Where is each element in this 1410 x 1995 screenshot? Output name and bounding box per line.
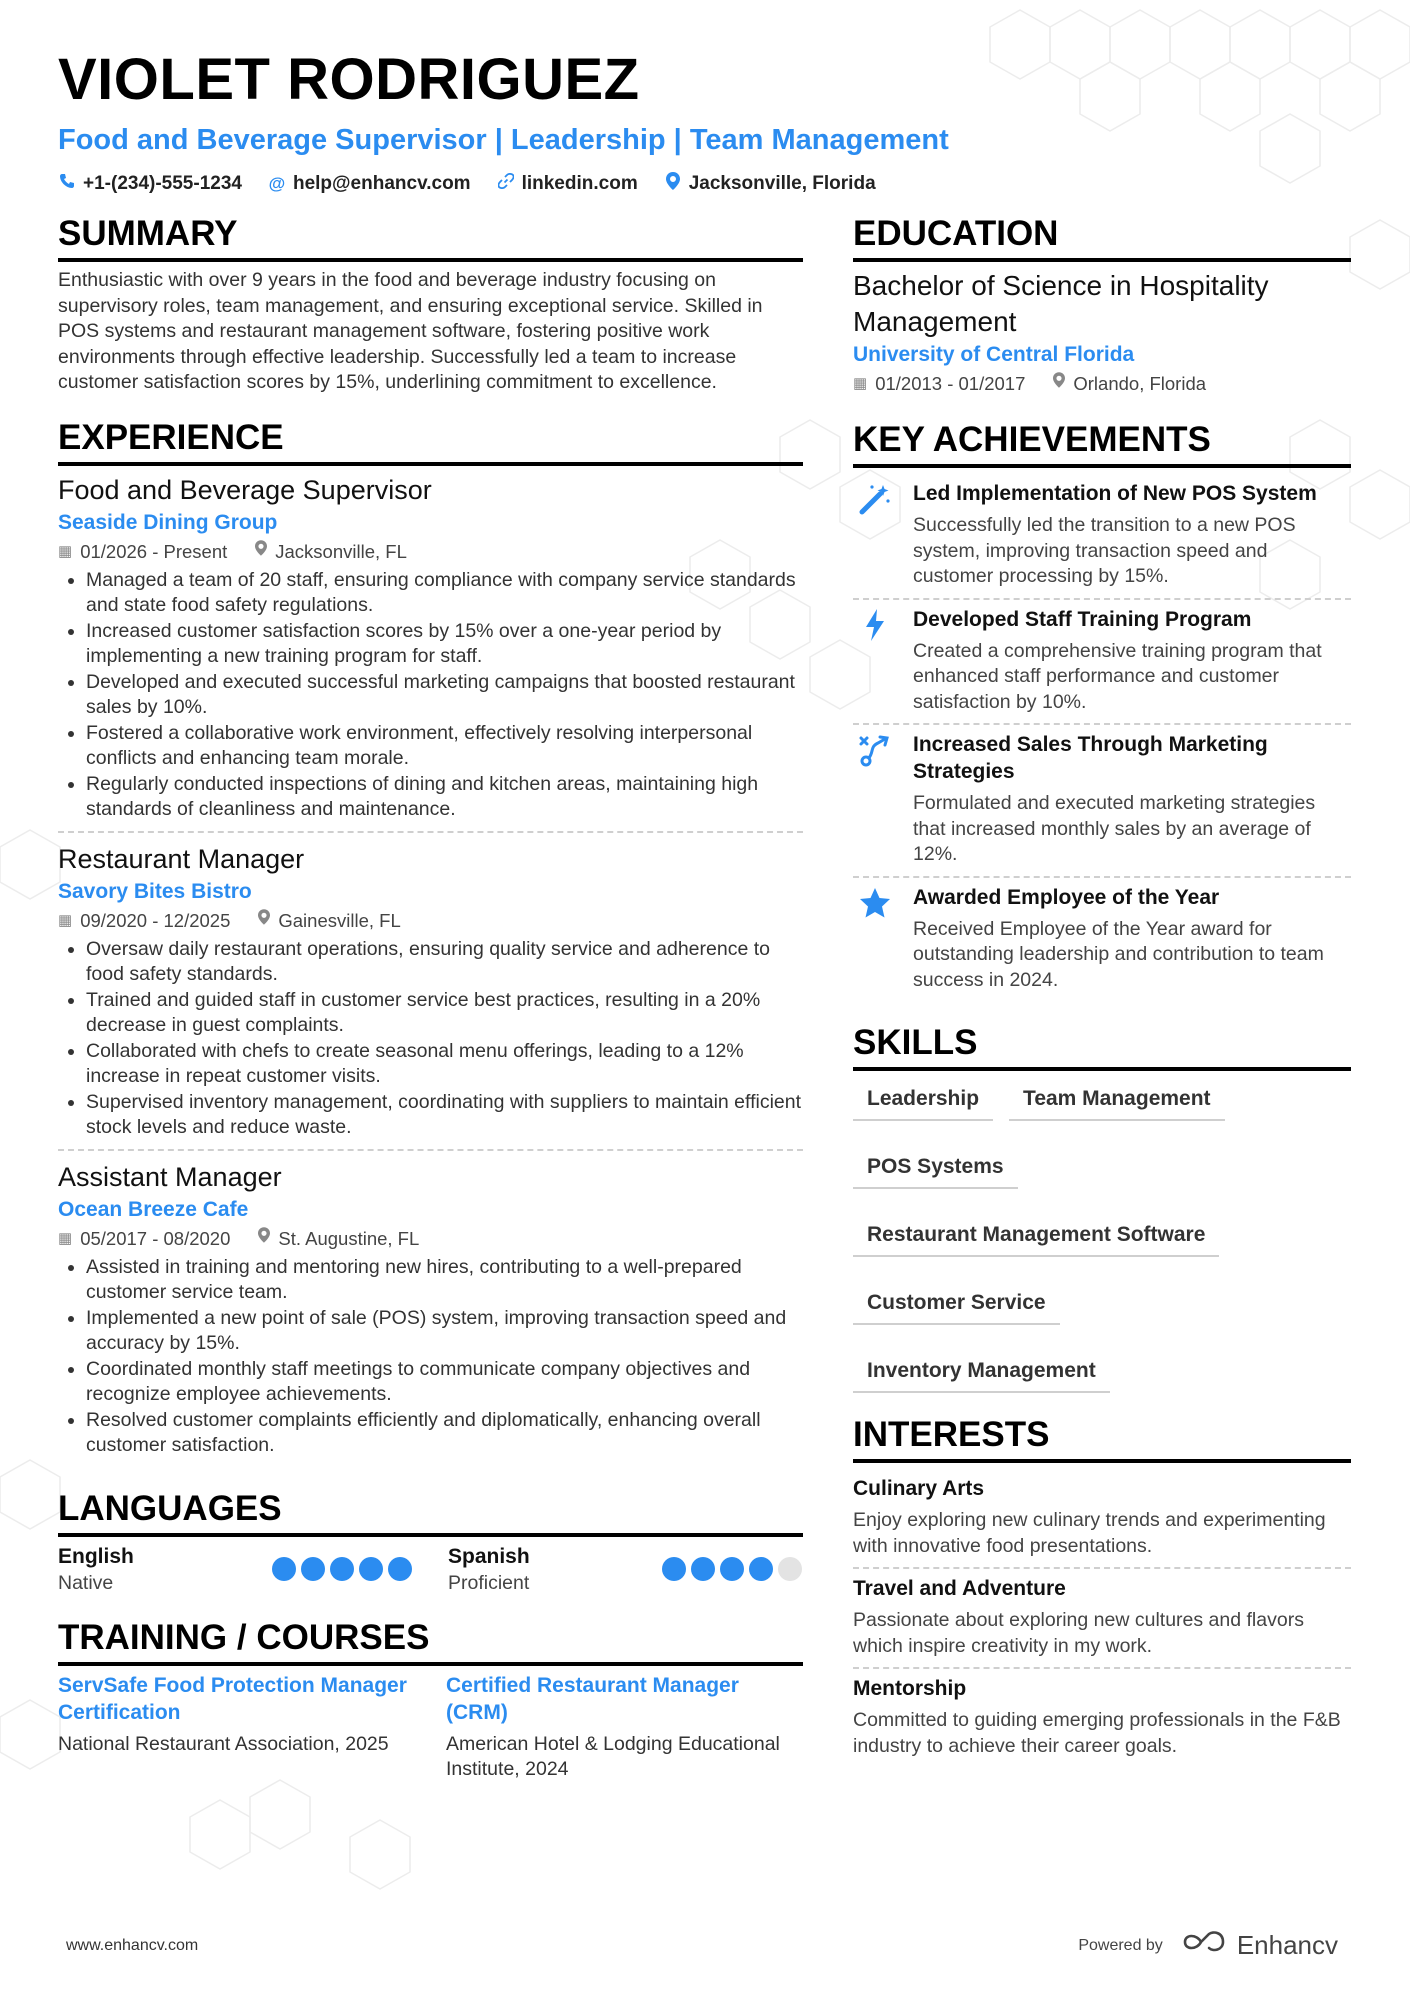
course-item [446,1672,802,1783]
job-title: Assistant Manager [58,1161,282,1192]
achievement-item [853,600,1351,726]
job-location-text: St. Augustine, FL [278,1227,420,1249]
language-item [448,1543,802,1596]
bullet-item: • Increased customer satisfaction scores by 15% over a one-year period by implementing a new training program for staff. [86,619,803,670]
course-title: ServSafe Food Protection Manager Certification [58,1673,407,1724]
interest-desc: Committed to guiding emerging professionals in the F&B industry to achieve their career goals. [853,1709,1341,1757]
interest-desc: Passionate about exploring new cultures and flavors which inspire creativity in my work. [853,1609,1304,1657]
interests-title: INTERESTS [853,1413,1351,1463]
course-provider: National Restaurant Association, 2025 [58,1732,389,1755]
experience-section [58,416,803,1467]
achievement-item [853,878,1351,1002]
skill-tag: Leadership [853,1081,993,1121]
contact-phone-text: +1-(234)-555-1234 [83,172,242,194]
language-text [448,1543,530,1596]
location-pin-icon [664,172,682,195]
skills-section [853,1021,1351,1393]
proficiency-dot-filled [359,1557,383,1581]
candidate-name: VIOLET RODRIGUEZ [58,47,640,112]
phone-icon [58,173,76,194]
job-entry [58,472,803,833]
strategy-path-icon [853,731,897,868]
star-icon [853,884,897,994]
job-meta [58,907,803,935]
course-item [58,1672,414,1783]
footer-website[interactable]: www.enhancv.com [66,1936,199,1954]
interest-desc: Enjoy exploring new culinary trends and experimenting with innovative food presentations. [853,1509,1326,1557]
powered-by-label: Powered by [1078,1936,1163,1954]
education-section [853,212,1351,398]
skill-tag: Inventory Management [853,1353,1110,1393]
bullet-item: • Resolved customer complaints efficiently and diplomatically, enhancing overall customer satisfaction. [86,1408,803,1459]
location-pin-icon [258,1225,270,1253]
company-name: Ocean Breeze Cafe [58,1197,249,1221]
at-icon: @ [268,173,286,193]
language-text [58,1543,134,1596]
achievement-text [913,884,1351,994]
job-dates-text: 05/2017 - 08/2020 [80,1227,231,1249]
skill-tag: POS Systems [853,1149,1018,1189]
bullet-item: • Implemented a new point of sale (POS) system, improving transaction speed and accuracy by 15%. [86,1306,803,1357]
contact-location [664,172,876,195]
achievement-text [913,606,1351,716]
magic-wand-icon [853,480,897,590]
summary-title: SUMMARY [58,212,803,262]
interest-item [853,1669,1351,1767]
interest-item [853,1569,1351,1669]
proficiency-dot-filled [691,1557,715,1581]
bullet-item: • Fostered a collaborative work environment, effectively resolving interpersonal conflicts and enhancing team morale. [86,721,803,772]
job-title: Restaurant Manager [58,843,305,874]
contact-email[interactable] [268,172,471,195]
achievement-title: Led Implementation of New POS System [913,482,1317,505]
proficiency-dots [272,1557,412,1581]
calendar-icon: ▦ [58,542,73,560]
proficiency-dot-filled [720,1557,744,1581]
achievement-text [913,731,1351,868]
proficiency-dot-filled [330,1557,354,1581]
contact-email-text: help@enhancv.com [292,172,471,194]
job-entry [58,1159,803,1467]
location-pin-icon [258,907,270,935]
job-location [258,1225,419,1253]
enhancv-logo[interactable] [1181,1930,1338,1961]
languages-title: LANGUAGES [58,1487,803,1537]
job-meta [58,538,803,566]
contact-linkedin[interactable] [497,172,638,195]
language-level: Proficient [448,1571,530,1594]
right-column [853,212,1351,1787]
contact-linkedin-text: linkedin.com [521,172,638,194]
job-dates-text: 09/2020 - 12/2025 [80,909,231,931]
job-location-text: Gainesville, FL [278,909,401,931]
achievement-item [853,474,1351,600]
link-icon [497,173,515,194]
job-location [258,907,400,935]
interests-section [853,1413,1351,1767]
proficiency-dot-empty [778,1557,802,1581]
contact-location-text: Jacksonville, Florida [688,172,876,194]
bullet-item: • Assisted in training and mentoring new hires, contributing to a well-prepared customer service team. [86,1255,803,1306]
language-name: Spanish [448,1544,530,1568]
proficiency-dots [662,1557,802,1581]
proficiency-dot-filled [388,1557,412,1581]
bullet-item: • Collaborated with chefs to create seasonal menu offerings, leading to a 12% increase in repeat customer visits. [86,1039,803,1090]
bullet-item: • Managed a team of 20 staff, ensuring compliance with company service standards and state food safety regulations. [86,568,803,619]
achievements-title: KEY ACHIEVEMENTS [853,418,1351,468]
calendar-icon: ▦ [853,375,868,392]
bullet-item: • Trained and guided staff in customer service best practices, resulting in a 20% decrease in guest complaints. [86,988,803,1039]
job-bullets [58,568,803,823]
company-name: Savory Bites Bistro [58,879,252,903]
company-name: Seaside Dining Group [58,510,278,534]
language-item [58,1543,412,1596]
headline: Food and Beverage Supervisor | Leadership | Team Management [58,124,949,156]
job-dates-text: 01/2026 - Present [80,540,228,562]
lightning-bolt-icon [853,606,897,716]
achievements-section [853,418,1351,1001]
course-list [58,1672,803,1783]
left-column [58,212,803,1803]
languages-section [58,1487,803,1596]
achievement-desc: Created a comprehensive training program that enhanced staff performance and customer satisfaction by 10%. [913,639,1322,713]
language-name: English [58,1544,134,1568]
education-location-text: Orlando, Florida [1073,373,1207,394]
skill-list [853,1081,1351,1393]
education-dates [853,370,1025,398]
bullet-item: • Developed and executed successful marketing campaigns that boosted restaurant sales by 10%. [86,670,803,721]
education-location [1053,370,1206,398]
education-title: EDUCATION [853,212,1351,262]
achievement-desc: Formulated and executed marketing strategies that increased monthly sales by an average of 12%. [913,792,1316,865]
contact-phone[interactable] [58,172,242,195]
achievement-title: Awarded Employee of the Year [913,885,1220,909]
skills-title: SKILLS [853,1021,1351,1071]
interest-item [853,1469,1351,1569]
interest-title: Culinary Arts [853,1477,985,1500]
job-entry [58,841,803,1151]
skill-tag: Restaurant Management Software [853,1217,1219,1257]
achievement-title: Developed Staff Training Program [913,607,1252,631]
bullet-item: • Regularly conducted inspections of dining and kitchen areas, maintaining high standards of cleanliness and maintenance. [86,772,803,823]
course-provider: American Hotel & Lodging Educational Institute, 2024 [446,1732,780,1780]
contact-bar [58,172,1358,195]
training-title: TRAINING / COURSES [58,1616,803,1666]
job-dates [58,907,230,935]
proficiency-dot-filled [662,1557,686,1581]
calendar-icon: ▦ [58,911,73,929]
job-meta [58,1225,803,1253]
education-dates-text: 01/2013 - 01/2017 [875,373,1026,394]
calendar-icon: ▦ [58,1229,73,1247]
location-pin-icon [255,538,267,566]
enhancv-logo-icon [1181,1930,1227,1961]
job-location [255,538,407,566]
achievement-title: Increased Sales Through Marketing Strategies [913,733,1268,783]
course-title: Certified Restaurant Manager (CRM) [446,1673,739,1724]
interest-title: Travel and Adventure [853,1577,1066,1600]
language-list [58,1543,803,1596]
bullet-item: • Oversaw daily restaurant operations, ensuring quality service and adherence to food safety standards. [86,937,803,988]
job-bullets [58,937,803,1141]
experience-title: EXPERIENCE [58,416,803,466]
job-bullets [58,1255,803,1459]
school-name: University of Central Florida [853,343,1135,366]
powered-by [1078,1930,1338,1961]
proficiency-dot-filled [272,1557,296,1581]
education-meta [853,370,1351,398]
summary-section [58,212,803,396]
degree-name: Bachelor of Science in Hospitality Management [853,270,1269,337]
bullet-item: • Supervised inventory management, coordinating with suppliers to maintain efficient stock levels and reduce waste. [86,1090,803,1141]
bullet-item: • Coordinated monthly staff meetings to communicate company objectives and recognize employee achievements. [86,1357,803,1408]
job-location-text: Jacksonville, FL [275,540,407,562]
achievement-desc: Successfully led the transition to a new POS system, improving transaction speed and customer processing by 15%. [913,514,1296,587]
location-pin-icon [1053,370,1065,398]
resume-header [58,44,1358,195]
achievement-text [913,480,1351,590]
achievement-desc: Received Employee of the Year award for outstanding leadership and contribution to team success in 2024. [913,917,1324,991]
proficiency-dot-filled [749,1557,773,1581]
job-title: Food and Beverage Supervisor [58,474,432,505]
interest-title: Mentorship [853,1677,967,1700]
skill-tag: Team Management [1009,1081,1225,1121]
summary-text: Enthusiastic with over 9 years in the food and beverage industry focusing on supervisory roles, team management, and ensuring exceptional service. Skilled in POS systems and restaurant management software, fostering positive work environments through effective leadership. Successfully led a team to increase customer satisfaction scores by 15%, underlining commitment to excellence. [58,269,763,393]
job-dates [58,538,227,566]
page-footer [66,1930,1338,1961]
language-level: Native [58,1571,114,1594]
enhancv-logo-text: Enhancv [1236,1930,1338,1960]
skill-tag: Customer Service [853,1285,1060,1325]
training-section [58,1616,803,1783]
achievement-item [853,725,1351,878]
proficiency-dot-filled [301,1557,325,1581]
job-dates [58,1225,230,1253]
